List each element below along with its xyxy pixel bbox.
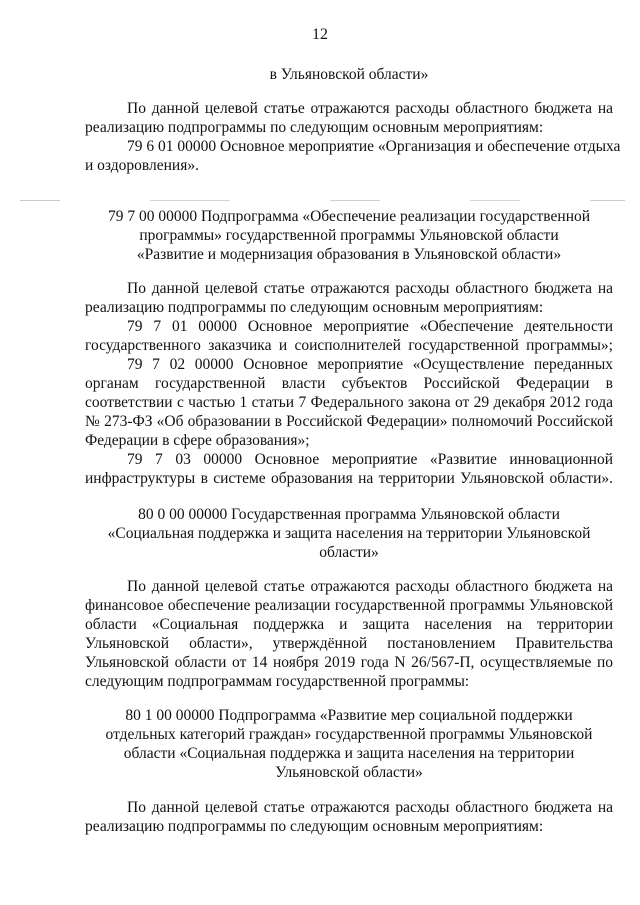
paragraph-line: По данной целевой статье отражаются расходы областного бюджета на xyxy=(127,280,613,297)
activity-line: 79 7 02 00000 Основное мероприятие «Осуществление переданных xyxy=(127,356,613,373)
subprogram-heading: 80 1 00 00000 Подпрограмма «Развитие мер социальной поддержки xyxy=(125,707,573,724)
paragraph-line: следующим подпрограммам государственной программы: xyxy=(85,673,470,690)
activity-line: государственного заказчика и соисполнителей государственной программы»; xyxy=(85,337,613,354)
program-heading: области» xyxy=(319,544,379,561)
subprogram-heading: отдельных категорий граждан» государственной программы Ульяновской xyxy=(105,726,593,743)
activity-line: и оздоровления». xyxy=(85,157,199,174)
subprogram-heading: области «Социальная поддержка и защита населения на территории xyxy=(123,745,575,762)
paragraph-line: Ульяновской области», утверждённой постановлением Правительства xyxy=(85,635,613,652)
activity-line: органам государственной власти субъектов Российской Федерации в xyxy=(85,375,613,392)
paragraph-line: области «Социальная поддержка и защита населения на территории xyxy=(85,616,613,633)
page-number: 12 xyxy=(312,26,328,43)
paragraph-line: реализацию подпрограммы по следующим основным мероприятиям: xyxy=(85,119,544,136)
paragraph-line: финансовое обеспечение реализации государственной программы Ульяновской xyxy=(85,597,613,614)
activity-line: Федерации в сфере образования»; xyxy=(85,432,310,449)
activity-line: соответствии с частью 1 статьи 7 Федерального закона от 29 декабря 2012 года xyxy=(85,394,613,411)
program-heading: 80 0 00 00000 Государственная программа Ульяновской области xyxy=(138,506,560,523)
subprogram-heading: 79 7 00 00000 Подпрограмма «Обеспечение реализации государственной xyxy=(107,208,591,225)
paragraph-line: По данной целевой статье отражаются расходы областного бюджета на xyxy=(127,578,613,595)
paragraph-line: По данной целевой статье отражаются расходы областного бюджета на xyxy=(127,100,613,117)
activity-line: № 273-ФЗ «Об образовании в Российской Федерации» полномочий Российской xyxy=(85,413,613,430)
program-heading: «Социальная поддержка и защита населения на территории Ульяновской xyxy=(107,525,591,542)
activity-line: 79 7 01 00000 Основное мероприятие «Обеспечение деятельности xyxy=(127,318,613,335)
heading-tail: в Ульяновской области» xyxy=(269,66,429,83)
paragraph-line: реализацию подпрограммы по следующим основным мероприятиям: xyxy=(85,299,544,316)
paragraph-line: Ульяновской области от 14 ноября 2019 года N 26/567-П, осуществляемые по xyxy=(85,654,613,671)
paragraph-line: реализацию подпрограммы по следующим основным мероприятиям: xyxy=(85,818,544,835)
paragraph-line: По данной целевой статье отражаются расходы областного бюджета на xyxy=(127,799,613,816)
subprogram-heading: «Развитие и модернизация образования в Ульяновской области» xyxy=(136,246,562,263)
subprogram-heading: Ульяновской области» xyxy=(275,764,423,781)
activity-line: 79 6 01 00000 Основное мероприятие «Организация и обеспечение отдыха xyxy=(127,138,621,155)
activity-line: инфраструктуры в системе образования на территории Ульяновской области». xyxy=(85,470,613,487)
subprogram-heading: программы» государственной программы Ульяновской области xyxy=(139,227,559,244)
scan-artifact-line xyxy=(0,198,640,204)
activity-line: 79 7 03 00000 Основное мероприятие «Развитие инновационной xyxy=(127,451,613,468)
